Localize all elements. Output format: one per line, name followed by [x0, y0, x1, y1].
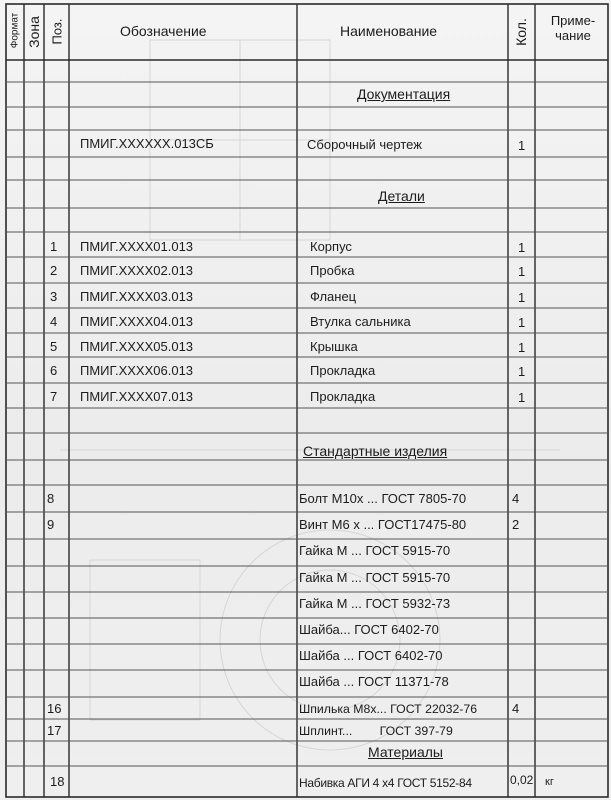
std-qty: 4: [512, 491, 520, 506]
part-designation: ПМИГ.XXXX05.013: [80, 339, 194, 354]
std-name: Шпилька М8х... ГОСТ 22032-76: [299, 702, 478, 716]
part-qty: 1: [518, 315, 526, 330]
material-qty: 0,02: [510, 773, 534, 787]
material-name: Набивка АГИ 4 х4 ГОСТ 5152-84: [299, 776, 472, 790]
part-name: Прокладка: [310, 363, 376, 378]
part-pos: 5: [50, 339, 58, 354]
std-name: Шайба... ГОСТ 6402-70: [299, 622, 439, 637]
std-qty: 4: [512, 701, 520, 716]
part-name: Втулка сальника: [310, 314, 411, 329]
header-format: Формат: [9, 12, 21, 49]
part-pos: 7: [50, 389, 58, 404]
part-qty: 1: [518, 340, 526, 355]
part-qty: 1: [518, 364, 526, 379]
part-name: Фланец: [310, 289, 357, 304]
std-name: Гайка М ... ГОСТ 5915-70: [299, 570, 451, 585]
part-pos: 6: [50, 363, 58, 378]
section-standard: Стандартные изделия: [303, 443, 448, 459]
doc-name: Сборочный чертеж: [307, 137, 422, 152]
part-pos: 1: [50, 239, 58, 254]
part-designation: ПМИГ.XXXX06.013: [80, 363, 194, 378]
part-name: Крышка: [310, 339, 358, 354]
part-designation: ПМИГ.XXXX03.013: [80, 289, 194, 304]
header-name: Наименование: [340, 23, 438, 39]
header-designation: Обозначение: [120, 23, 207, 39]
part-designation: ПМИГ.XXXX02.013: [80, 263, 194, 278]
std-name: Шайба ... ГОСТ 6402-70: [299, 648, 443, 663]
part-qty: 1: [518, 240, 526, 255]
part-pos: 4: [50, 314, 58, 329]
part-name: Корпус: [310, 239, 352, 254]
part-name: Пробка: [310, 263, 355, 278]
part-qty: 1: [518, 390, 526, 405]
section-materials: Материалы: [368, 744, 443, 760]
std-name: Болт М10х ... ГОСТ 7805-70: [299, 491, 467, 506]
header-zone: Зона: [26, 16, 42, 48]
std-pos: 16: [47, 701, 62, 716]
part-designation: ПМИГ.XXXX07.013: [80, 389, 194, 404]
std-name: Винт М6 х ... ГОСТ17475-80: [299, 517, 467, 532]
std-name: Гайка М ... ГОСТ 5932-73: [299, 596, 451, 611]
part-pos: 3: [50, 289, 58, 304]
section-parts: Детали: [378, 188, 425, 204]
part-qty: 1: [518, 264, 526, 279]
part-pos: 2: [50, 263, 58, 278]
doc-qty: 1: [518, 138, 526, 153]
section-documentation: Документация: [357, 86, 451, 102]
part-designation: ПМИГ.XXXX04.013: [80, 314, 194, 329]
part-qty: 1: [518, 290, 526, 305]
header-pos: Поз.: [49, 18, 65, 45]
std-name: Шплинт... ГОСТ 397-79: [299, 724, 453, 738]
doc-designation: ПМИГ.XXXXXX.013СБ: [80, 136, 214, 151]
std-name: Гайка М ... ГОСТ 5915-70: [299, 543, 451, 558]
std-pos: 9: [47, 517, 55, 532]
std-qty: 2: [512, 517, 520, 532]
std-pos: 17: [47, 723, 62, 738]
material-note: кг: [545, 776, 554, 788]
material-pos: 18: [50, 774, 65, 789]
std-name: Шайба ... ГОСТ 11371-78: [299, 674, 449, 689]
part-designation: ПМИГ.XXXX01.013: [80, 239, 194, 254]
header-qty: Кол.: [513, 18, 529, 46]
header-note: Приме- чание: [550, 13, 596, 43]
part-name: Прокладка: [310, 389, 376, 404]
std-pos: 8: [47, 491, 55, 506]
